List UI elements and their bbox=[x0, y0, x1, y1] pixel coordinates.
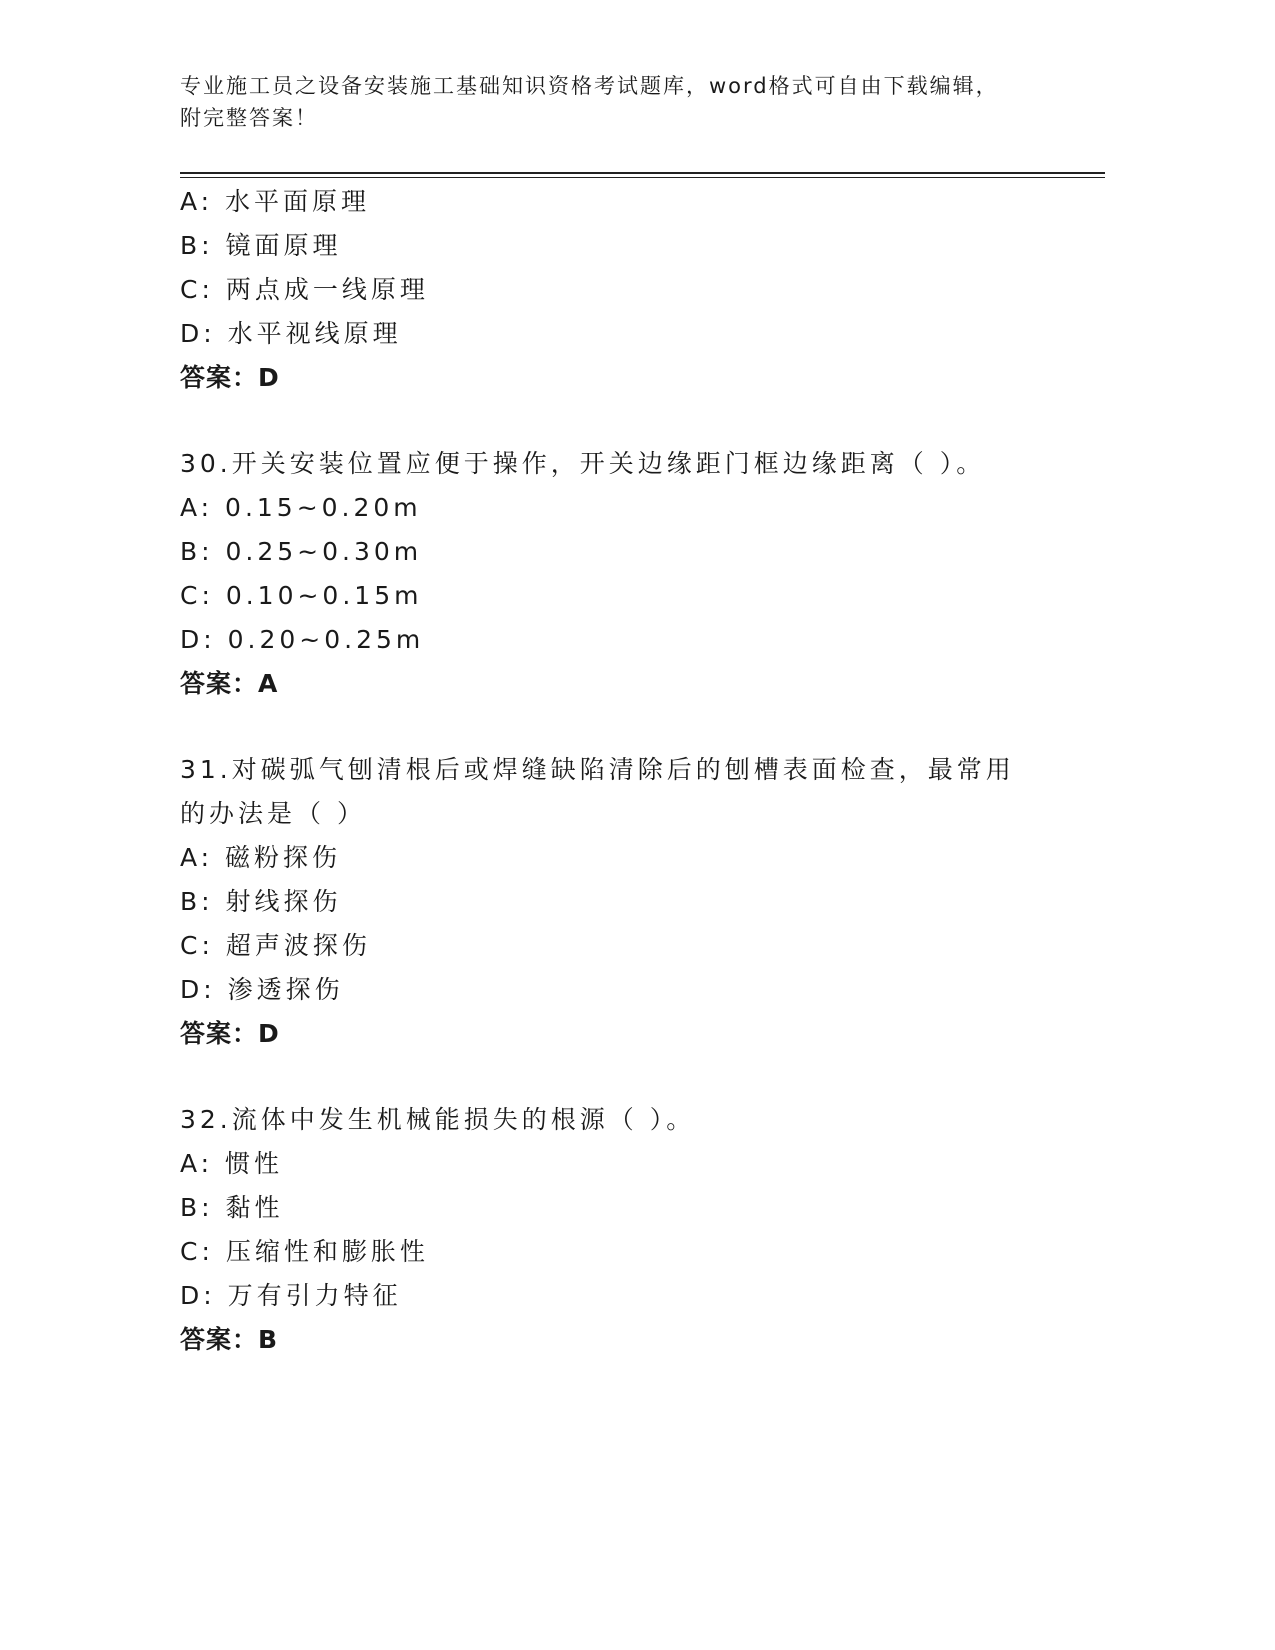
option-d: D: 0.20~0.25m bbox=[180, 625, 425, 654]
option-b: B: 黏性 bbox=[180, 1193, 284, 1222]
header-line-1: 专业施工员之设备安装施工基础知识资格考试题库，word格式可自由下载编辑， bbox=[180, 74, 999, 98]
option-a: A: 0.15~0.20m bbox=[180, 493, 422, 522]
answer-text: 答案：A bbox=[180, 669, 279, 698]
option-b: B: 0.25~0.30m bbox=[180, 537, 423, 566]
header-divider-thick bbox=[180, 172, 1105, 174]
option-a: A: 惯性 bbox=[180, 1149, 284, 1178]
option-c: C: 超声波探伤 bbox=[180, 931, 371, 960]
option-d: D: 渗透探伤 bbox=[180, 975, 344, 1004]
question-text: 30.开关安装位置应便于操作，开关边缘距门框边缘距离（ ）。 bbox=[180, 449, 986, 478]
document-page bbox=[180, 0, 1105, 1650]
question-list bbox=[180, 180, 1105, 1362]
question-29 bbox=[180, 180, 1105, 400]
option-c: C: 压缩性和膨胀性 bbox=[180, 1237, 429, 1266]
option-c: C: 两点成一线原理 bbox=[180, 275, 429, 304]
option-d: D: 水平视线原理 bbox=[180, 319, 402, 348]
option-b: B: 镜面原理 bbox=[180, 231, 342, 260]
option-a: A: 磁粉探伤 bbox=[180, 843, 342, 872]
option-d: D: 万有引力特征 bbox=[180, 1281, 402, 1310]
option-a: A: 水平面原理 bbox=[180, 187, 371, 216]
answer-text: 答案：D bbox=[180, 1019, 280, 1048]
option-c: C: 0.10~0.15m bbox=[180, 581, 423, 610]
answer-text: 答案：B bbox=[180, 1325, 279, 1354]
option-b: B: 射线探伤 bbox=[180, 887, 342, 916]
question-30 bbox=[180, 442, 1105, 706]
question-31 bbox=[180, 748, 1105, 1056]
document-header bbox=[180, 70, 1040, 134]
question-text: 31.对碳弧气刨清根后或焊缝缺陷清除后的刨槽表面检查，最常用的办法是（ ） bbox=[180, 755, 1015, 828]
question-text: 32.流体中发生机械能损失的根源（ ）。 bbox=[180, 1105, 696, 1134]
question-32 bbox=[180, 1098, 1105, 1362]
answer-text: 答案：D bbox=[180, 363, 280, 392]
header-divider-thin bbox=[180, 177, 1105, 178]
header-line-2: 附完整答案！ bbox=[180, 106, 318, 130]
